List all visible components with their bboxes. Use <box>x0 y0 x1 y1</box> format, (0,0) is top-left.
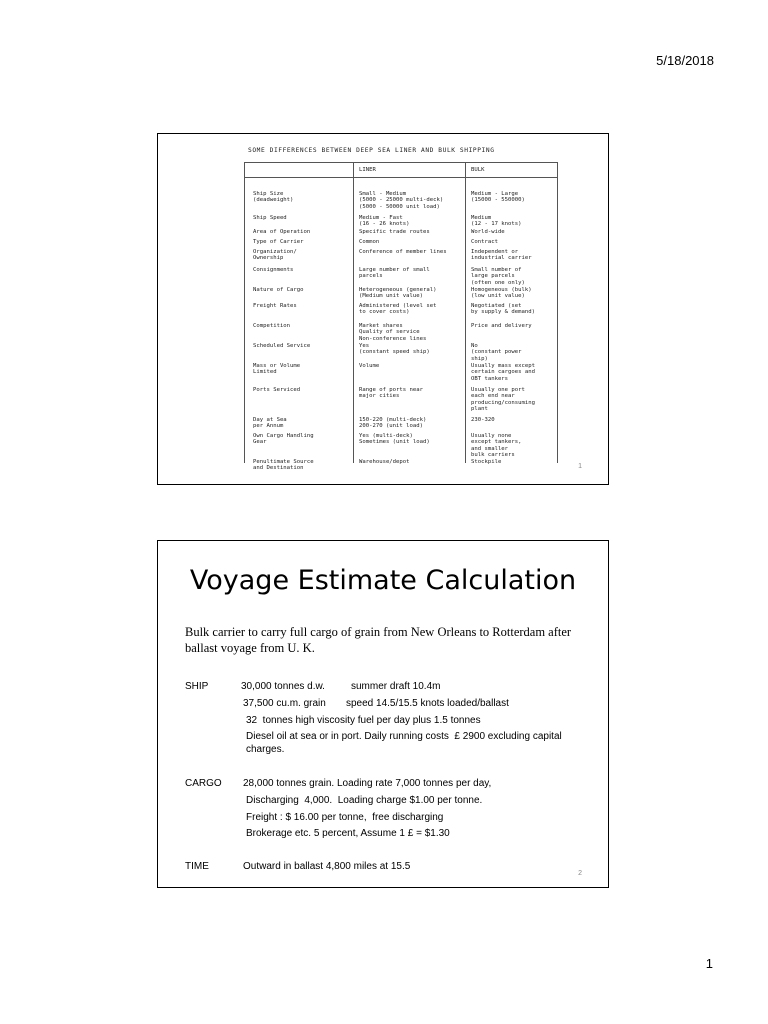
row-label: Own Cargo Handling Gear <box>253 433 314 446</box>
row-label: Competition <box>253 323 291 329</box>
bulk-cell: Contract <box>471 239 498 245</box>
bulk-cell: Usually none except tankers, and smaller bulk carriers <box>471 433 522 459</box>
row-label: Scheduled Service <box>253 343 311 349</box>
cargo-line-2: Discharging 4,000. Loading charge $1.00 per tonne. <box>246 795 483 806</box>
row-label: Mass or Volume Limited <box>253 363 301 376</box>
liner-cell: 150-220 (multi-deck) 200-270 (unit load) <box>359 417 427 430</box>
ship-line-1a: 30,000 tonnes d.w. <box>241 681 325 692</box>
liner-cell: Conference of member lines <box>359 249 447 255</box>
row-label: Nature of Cargo <box>253 287 304 293</box>
ship-line-2b: speed 14.5/15.5 knots loaded/ballast <box>346 698 509 709</box>
row-label: Organization/ Ownership <box>253 249 297 262</box>
time-line-1: Outward in ballast 4,800 miles at 15.5 <box>243 861 411 872</box>
bulk-cell: Negotiated (set by supply & demand) <box>471 303 535 316</box>
liner-cell: Volume <box>359 363 380 369</box>
liner-cell: Common <box>359 239 380 245</box>
liner-cell: Yes (multi-deck) Sometimes (unit load) <box>359 433 430 446</box>
liner-cell: Range of ports near major cities <box>359 387 423 400</box>
header-date: 5/18/2018 <box>656 53 714 68</box>
column-header-bulk: BULK <box>471 167 485 173</box>
liner-cell: Warehouse/depot <box>359 459 410 465</box>
ship-line-4: Diesel oil at sea or in port. Daily running costs £ 2900 excluding capital <box>246 731 562 742</box>
ship-line-5: charges. <box>246 744 285 755</box>
time-label: TIME <box>185 861 209 872</box>
ship-line-1b: summer draft 10.4m <box>351 681 441 692</box>
bulk-cell: Medium (12 - 17 knots) <box>471 215 522 228</box>
liner-cell: Medium - Fast (16 - 26 knots) <box>359 215 410 228</box>
bulk-cell: Usually mass except certain cargoes and OBT tankers <box>471 363 535 382</box>
column-header-liner: LINER <box>359 167 376 173</box>
liner-cell: Large number of small parcels <box>359 267 430 280</box>
liner-cell: Yes (constant speed ship) <box>359 343 430 356</box>
liner-cell: Administered (level set to cover costs) <box>359 303 437 316</box>
cargo-label: CARGO <box>185 778 222 789</box>
slide-subtitle: Bulk carrier to carry full cargo of grain from New Orleans to Rotterdam after ballast voyage from U. K. <box>185 625 572 655</box>
bulk-cell: World-wide <box>471 229 505 235</box>
table-title: SOME DIFFERENCES BETWEEN DEEP SEA LINER AND BULK SHIPPING <box>248 147 495 154</box>
bulk-cell: Stockpile <box>471 459 502 465</box>
cargo-line-1: 28,000 tonnes grain. Loading rate 7,000 tonnes per day, <box>243 778 492 789</box>
ship-line-3: 32 tonnes high viscosity fuel per day plus 1.5 tonnes <box>246 715 481 726</box>
row-label: Type of Carrier <box>253 239 304 245</box>
row-label: Penultimate Source and Destination <box>253 459 314 472</box>
scanned-comparison-table <box>244 144 588 470</box>
slide-title: Voyage Estimate Calculation <box>189 565 577 596</box>
bulk-cell: No (constant power ship) <box>471 343 522 362</box>
liner-cell: Heterogeneous (general) (Medium unit value) <box>359 287 437 300</box>
liner-cell: Market shares Quality of service Non-conference lines <box>359 323 427 342</box>
page-number: 1 <box>705 956 713 971</box>
bulk-cell: Usually one port each end near producing/consuming plant <box>471 387 535 413</box>
bulk-cell: 230-320 <box>471 417 495 423</box>
liner-cell: Specific trade routes <box>359 229 430 235</box>
bulk-cell: Medium - Large (15000 - 550000) <box>471 191 525 204</box>
bulk-cell: Independent or industrial carrier <box>471 249 532 262</box>
row-label: Ship Size (deadweight) <box>253 191 294 204</box>
row-label: Freight Rates <box>253 303 297 309</box>
slide-number: 1 <box>578 463 582 470</box>
bulk-cell: Small number of large parcels (often one only) <box>471 267 525 286</box>
ship-label: SHIP <box>185 681 209 692</box>
cargo-line-3: Freight : $ 16.00 per tonne, free discharging <box>246 812 444 823</box>
bulk-cell: Price and delivery <box>471 323 532 329</box>
slide-1 <box>157 133 609 485</box>
row-label: Ports Serviced <box>253 387 301 393</box>
slide-2 <box>157 540 609 888</box>
table-frame <box>244 162 558 472</box>
cargo-line-4: Brokerage etc. 5 percent, Assume 1 £ = $1.30 <box>246 828 450 839</box>
row-label: Area of Operation <box>253 229 311 235</box>
row-label: Day at Sea per Annum <box>253 417 287 430</box>
slide-number: 2 <box>578 870 582 877</box>
bulk-cell: Homogeneous (bulk) (low unit value) <box>471 287 532 300</box>
row-label: Ship Speed <box>253 215 287 221</box>
liner-cell: Small - Medium (5000 - 25000 multi-deck) (5000 - 50000 unit load) <box>359 191 444 210</box>
ship-line-2a: 37,500 cu.m. grain <box>243 698 326 709</box>
row-label: Consignments <box>253 267 294 273</box>
